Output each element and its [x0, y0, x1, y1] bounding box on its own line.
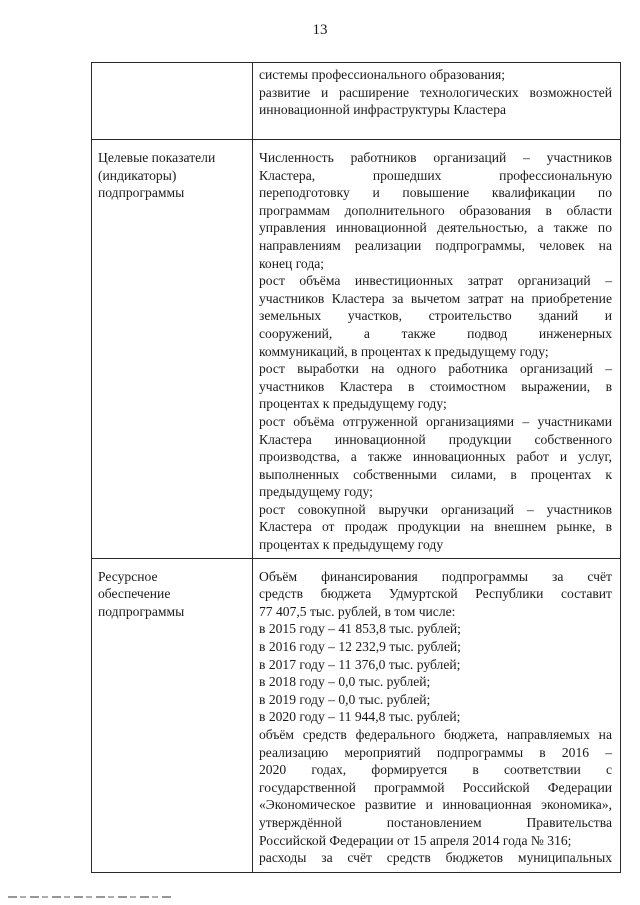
page-number: 13: [312, 22, 328, 38]
content-line: процентах к предыдущему году;: [259, 396, 447, 412]
content-line: участников Кластера за вычетом затрат на приобретение: [259, 290, 612, 306]
content-line: переподготовку и повышение квалификации по: [259, 185, 612, 201]
label-line: подпрограммы: [98, 603, 185, 619]
content-line: инновационной инфраструктуры Кластера: [259, 102, 507, 118]
row-content-cell: [253, 140, 621, 559]
table-row: [92, 558, 621, 872]
row-label-cell: [92, 63, 253, 140]
content-line: системы профессионального образования;: [259, 67, 506, 82]
content-line: реализацию мероприятий подпрограммы в 2016 –: [259, 744, 612, 760]
content-line: земельных участков, строительство зданий и: [259, 308, 612, 324]
content-line: в 2015 году – 41 853,8 тыс. рублей;: [259, 621, 461, 637]
content-line: процентах к предыдущему году: [259, 537, 444, 553]
content-line: 2020 годах, формируется в соответствии с: [259, 762, 612, 778]
content-line: Кластера, прошедших профессиональную: [259, 167, 612, 183]
content-line: «Экономическое развитие и инновационная экономика»,: [259, 797, 612, 813]
content-line: в 2020 году – 11 944,8 тыс. рублей;: [259, 709, 461, 725]
subprogram-passport-table: [91, 62, 621, 873]
content-line: коммуникаций, в процентах к предыдущему году;: [259, 343, 549, 359]
content-line: направлениям реализации подпрограммы, человек на: [259, 237, 612, 253]
content-line: объём средств федерального бюджета, направляемых на: [259, 727, 612, 742]
row-content-cell: [253, 63, 621, 140]
content-line: Численность работников организаций – участников: [259, 150, 612, 165]
content-line: производства, а также инновационных работ и услуг,: [259, 449, 612, 465]
table-row: [92, 63, 621, 140]
row-content-cell: [253, 558, 621, 872]
content-line: Кластера инновационной продукции собственного: [259, 431, 612, 447]
content-line: программам дополнительного образования в области: [259, 202, 612, 218]
content-line: рост совокупной выручки организаций – участников: [259, 501, 612, 517]
content-line: в 2017 году – 11 376,0 тыс. рублей;: [259, 656, 461, 672]
row-label-cell: [92, 140, 253, 559]
content-line: в 2019 году – 0,0 тыс. рублей;: [259, 691, 431, 707]
content-line: Объём финансирования подпрограммы за счёт: [259, 568, 612, 584]
content-line: рост объёма инвестиционных затрат организаций –: [259, 273, 612, 289]
content-line: Российской Федерации от 15 апреля 2014 года № 316;: [259, 832, 572, 848]
table-row: [92, 140, 621, 559]
content-line: расходы за счёт средств бюджетов муниципальных: [259, 850, 612, 866]
content-line: рост объёма отгруженной организациями – участниками: [259, 413, 612, 429]
label-line: Ресурсное: [98, 568, 158, 584]
content-line: управления инновационной деятельностью, а также по: [259, 220, 612, 236]
content-line: сооружений, а также подвод инженерных: [259, 325, 612, 341]
content-line: участников Кластера в стоимостном выражении, в: [259, 378, 612, 394]
content-line: утверждённой постановлением Правительства: [259, 814, 612, 830]
content-line: государственной программой Российской Федерации: [259, 779, 612, 795]
label-line: подпрограммы: [98, 185, 185, 201]
label-line: (индикаторы): [98, 167, 177, 183]
row-label-cell: [92, 558, 253, 872]
content-line: 77 407,5 тыс. рублей, в том числе:: [259, 603, 456, 619]
content-line: в 2018 году – 0,0 тыс. рублей;: [259, 674, 431, 690]
label-line: обеспечение: [98, 586, 171, 602]
content-line: выполненных собственными силами, в процентах к: [259, 466, 612, 482]
content-line: средств бюджета Удмуртской Республики составит: [259, 586, 612, 602]
label-line: Целевые показатели: [98, 150, 216, 165]
content-line: развитие и расширение технологических возможностей: [259, 84, 612, 100]
footer-scan-mark: [8, 896, 173, 898]
content-line: Кластера от продаж продукции на внешнем рынке, в: [259, 519, 612, 535]
content-line: предыдущему году;: [259, 484, 373, 500]
content-line: в 2016 году – 12 232,9 тыс. рублей;: [259, 639, 461, 655]
content-line: рост выработки на одного работника организаций –: [259, 361, 612, 377]
content-line: конец года;: [259, 255, 325, 271]
